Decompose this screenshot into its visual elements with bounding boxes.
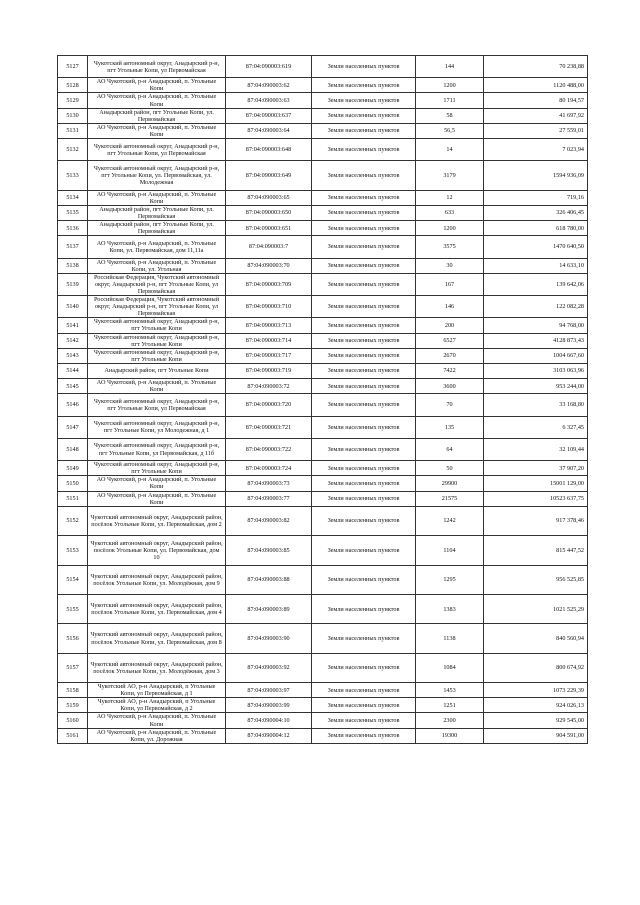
row-cadastral-value: 10523 637,75 [484, 491, 588, 506]
row-number: 5135 [58, 205, 88, 220]
row-land-category: Земли населенных пунктов [312, 461, 416, 476]
table-row [58, 624, 588, 653]
row-land-category: Земли населенных пунктов [312, 394, 416, 416]
row-area: 2300 [416, 713, 484, 728]
table-row [58, 139, 588, 161]
row-area: 1295 [416, 565, 484, 594]
row-cadastral-value: 6 327,45 [484, 416, 588, 438]
row-land-category: Земли населенных пунктов [312, 416, 416, 438]
row-address: Чукотский автономный округ, Анадырский р-н, пгт Угольные Копи [88, 333, 226, 348]
row-cadastral-number: 87:04:090003:89 [226, 594, 312, 623]
row-address: Чукотский АО, р-н Анадырский, п Угольные Копи, ул Первомайская, д 2 [88, 698, 226, 713]
row-cadastral-value: 917 378,46 [484, 506, 588, 535]
row-land-category: Земли населенных пунктов [312, 93, 416, 108]
table-row [58, 56, 588, 78]
row-cadastral-value: 1073 229,39 [484, 683, 588, 698]
row-number: 5130 [58, 108, 88, 123]
row-cadastral-number: 87:04:090003:713 [226, 318, 312, 333]
table-body [58, 56, 588, 744]
row-cadastral-value: 956 525,85 [484, 565, 588, 594]
row-cadastral-value: 840 560,94 [484, 624, 588, 653]
row-land-category: Земли населенных пунктов [312, 565, 416, 594]
table-row [58, 461, 588, 476]
row-number: 5128 [58, 78, 88, 93]
row-cadastral-value: 4128 873,43 [484, 333, 588, 348]
table-row [58, 363, 588, 378]
table-row [58, 236, 588, 258]
row-cadastral-number: 87:04:090003:73 [226, 476, 312, 491]
row-number: 5132 [58, 139, 88, 161]
row-address: АО Чукотский, р-н Анадырский, п. Угольные Копи [88, 713, 226, 728]
row-address: АО Чукотский, р-н Анадырский, п. Угольные Копи [88, 476, 226, 491]
row-number: 5144 [58, 363, 88, 378]
row-area: 167 [416, 273, 484, 295]
row-area: 70 [416, 394, 484, 416]
row-address: Чукотский автономный округ, Анадырский район, посёлок Угольные Копи, ул. Первомайская, дом 4 [88, 594, 226, 623]
row-number: 5154 [58, 565, 88, 594]
row-cadastral-number: 87:04:090003:649 [226, 161, 312, 190]
row-address: Чукотский автономный округ, Анадырский р-н, пгт Угольные Копи, ул Первомайская [88, 56, 226, 78]
row-land-category: Земли населенных пунктов [312, 698, 416, 713]
row-cadastral-number: 87:04:090003:90 [226, 624, 312, 653]
row-land-category: Земли населенных пунктов [312, 491, 416, 506]
row-cadastral-number: 87:04:090003:721 [226, 416, 312, 438]
table-row [58, 273, 588, 295]
row-cadastral-number: 87:04:090003:64 [226, 123, 312, 138]
row-area: 1104 [416, 536, 484, 565]
row-address: АО Чукотский, р-н Анадырский, п. Угольные Копи [88, 379, 226, 394]
row-cadastral-number: 87:04:090003:62 [226, 78, 312, 93]
row-cadastral-value: 326 406,45 [484, 205, 588, 220]
table-row [58, 190, 588, 205]
row-cadastral-number: 87:04:090003:82 [226, 506, 312, 535]
table-row [58, 683, 588, 698]
row-land-category: Земли населенных пунктов [312, 258, 416, 273]
row-cadastral-value: 122 082,28 [484, 296, 588, 318]
row-address: Анадырский район, пгт Угольные Копи, ул. Первомайская [88, 108, 226, 123]
row-address: Чукотский автономный округ, Анадырский р-н, пгт Угольные Копи, ул Молодежная, д 1 [88, 416, 226, 438]
row-number: 5143 [58, 348, 88, 363]
row-cadastral-value: 7 023,94 [484, 139, 588, 161]
row-cadastral-value: 929 545,00 [484, 713, 588, 728]
row-area: 144 [416, 56, 484, 78]
row-cadastral-number: 87:04:090003:92 [226, 653, 312, 682]
row-number: 5133 [58, 161, 88, 190]
table-row [58, 333, 588, 348]
row-cadastral-value: 719,16 [484, 190, 588, 205]
row-cadastral-value: 14 633,10 [484, 258, 588, 273]
row-cadastral-number: 87:04:090003:85 [226, 536, 312, 565]
row-number: 5155 [58, 594, 88, 623]
row-cadastral-number: 87:04:090003:65 [226, 190, 312, 205]
row-area: 1200 [416, 78, 484, 93]
row-number: 5145 [58, 379, 88, 394]
row-cadastral-value: 953 244,00 [484, 379, 588, 394]
row-address: АО Чукотский, р-н Анадырский, п. Угольные Копи [88, 78, 226, 93]
row-cadastral-number: 87:04:090003:7 [226, 236, 312, 258]
row-address: Чукотский автономный округ, Анадырский р-н, пгт Угольные Копи, ул Первомайская [88, 139, 226, 161]
row-area: 1383 [416, 594, 484, 623]
row-cadastral-number: 87:04:090003:709 [226, 273, 312, 295]
row-cadastral-number: 87:04:090003:63 [226, 93, 312, 108]
row-number: 5151 [58, 491, 88, 506]
row-area: 29900 [416, 476, 484, 491]
row-cadastral-value: 3103 063,96 [484, 363, 588, 378]
row-land-category: Земли населенных пунктов [312, 683, 416, 698]
row-area: 1200 [416, 221, 484, 236]
row-address: Чукотский автономный округ, Анадырский р-н, пгт Угольные Копи [88, 461, 226, 476]
row-number: 5139 [58, 273, 88, 295]
row-number: 5150 [58, 476, 88, 491]
row-address: Чукотский автономный округ, Анадырский р-н, пгт Угольные Копи, ул Первомайская [88, 394, 226, 416]
table-row [58, 565, 588, 594]
row-address: Чукотский АО, р-н Анадырский, п Угольные Копи, ул Первомайская, д 1 [88, 683, 226, 698]
row-cadastral-number: 87:04:090003:720 [226, 394, 312, 416]
row-area: 3600 [416, 379, 484, 394]
row-address: АО Чукотский, р-н Анадырский, п. Угольные Копи, ул. Угольная [88, 258, 226, 273]
row-land-category: Земли населенных пунктов [312, 536, 416, 565]
row-cadastral-number: 87:04:090003:651 [226, 221, 312, 236]
row-cadastral-value: 27 559,01 [484, 123, 588, 138]
row-cadastral-number: 87:04:090003:710 [226, 296, 312, 318]
row-area: 56,5 [416, 123, 484, 138]
row-number: 5129 [58, 93, 88, 108]
row-cadastral-number: 87:04:090003:724 [226, 461, 312, 476]
row-area: 14 [416, 139, 484, 161]
row-number: 5147 [58, 416, 88, 438]
row-land-category: Земли населенных пунктов [312, 296, 416, 318]
row-address: Чукотский автономный округ, Анадырский район, посёлок Угольные Копи, ул. Первомайская, дом 2 [88, 506, 226, 535]
row-address: Анадырский район, пгт Угольные Копи, ул. Первомайская [88, 221, 226, 236]
row-land-category: Земли населенных пунктов [312, 221, 416, 236]
row-land-category: Земли населенных пунктов [312, 108, 416, 123]
row-cadastral-value: 1470 640,50 [484, 236, 588, 258]
row-cadastral-number: 87:04:090003:637 [226, 108, 312, 123]
table-row [58, 161, 588, 190]
row-address: Чукотский автономный округ, Анадырский р-н, пгт Угольные Копи, ул Первомайская, д 11б [88, 438, 226, 460]
row-address: АО Чукотский, р-н Анадырский, п. Угольные Копи, ул. Дорожная [88, 728, 226, 743]
row-number: 5148 [58, 438, 88, 460]
row-cadastral-value: 139 642,06 [484, 273, 588, 295]
row-cadastral-value: 41 697,92 [484, 108, 588, 123]
table-row [58, 78, 588, 93]
row-number: 5152 [58, 506, 88, 535]
document-page [57, 55, 587, 744]
table-row [58, 728, 588, 743]
row-land-category: Земли населенных пунктов [312, 728, 416, 743]
table-row [58, 476, 588, 491]
row-area: 21575 [416, 491, 484, 506]
row-number: 5158 [58, 683, 88, 698]
row-cadastral-number: 87:04:090003:77 [226, 491, 312, 506]
row-area: 1242 [416, 506, 484, 535]
row-cadastral-number: 87:04:090003:97 [226, 683, 312, 698]
row-address: Чукотский автономный округ, Анадырский район, посёлок Угольные Копи, ул. Первомайская, дом 8 [88, 624, 226, 653]
table-row [58, 438, 588, 460]
row-land-category: Земли населенных пунктов [312, 190, 416, 205]
row-area: 146 [416, 296, 484, 318]
row-cadastral-number: 87:04:090003:648 [226, 139, 312, 161]
table-row [58, 258, 588, 273]
row-number: 5160 [58, 713, 88, 728]
row-area: 7422 [416, 363, 484, 378]
row-land-category: Земли населенных пунктов [312, 318, 416, 333]
row-cadastral-value: 815 447,52 [484, 536, 588, 565]
row-address: Анадырский район, пгт Угольные Копи, ул. Первомайская [88, 205, 226, 220]
row-area: 3575 [416, 236, 484, 258]
row-area: 30 [416, 258, 484, 273]
row-number: 5159 [58, 698, 88, 713]
row-cadastral-value: 70 238,88 [484, 56, 588, 78]
row-cadastral-number: 87:04:090003:650 [226, 205, 312, 220]
row-area: 64 [416, 438, 484, 460]
table-row [58, 416, 588, 438]
table-row [58, 379, 588, 394]
row-land-category: Земли населенных пунктов [312, 506, 416, 535]
row-land-category: Земли населенных пунктов [312, 56, 416, 78]
row-cadastral-number: 87:04:090003:99 [226, 698, 312, 713]
row-address: Чукотский автономный округ, Анадырский р-н, пгт Угольные Копи [88, 348, 226, 363]
row-cadastral-value: 32 109,44 [484, 438, 588, 460]
row-number: 5153 [58, 536, 88, 565]
row-cadastral-number: 87:04:090003:719 [226, 363, 312, 378]
row-address: АО Чукотский, р-н Анадырский, п. Угольные Копи [88, 491, 226, 506]
row-number: 5134 [58, 190, 88, 205]
table-row [58, 108, 588, 123]
row-land-category: Земли населенных пунктов [312, 594, 416, 623]
row-land-category: Земли населенных пунктов [312, 363, 416, 378]
row-area: 19300 [416, 728, 484, 743]
table-row [58, 205, 588, 220]
row-cadastral-value: 1004 667,60 [484, 348, 588, 363]
row-area: 135 [416, 416, 484, 438]
table-row [58, 348, 588, 363]
row-cadastral-number: 87:04:090003:72 [226, 379, 312, 394]
row-cadastral-value: 904 591,00 [484, 728, 588, 743]
row-number: 5136 [58, 221, 88, 236]
row-area: 2670 [416, 348, 484, 363]
row-cadastral-value: 800 674,92 [484, 653, 588, 682]
row-cadastral-number: 87:04:090004:12 [226, 728, 312, 743]
row-area: 1084 [416, 653, 484, 682]
row-area: 1251 [416, 698, 484, 713]
row-cadastral-number: 87:04:090003:717 [226, 348, 312, 363]
row-address: АО Чукотский, р-н Анадырский, п. Угольные Копи [88, 93, 226, 108]
table-row [58, 713, 588, 728]
row-area: 50 [416, 461, 484, 476]
row-address: АО Чукотский, р-н Анадырский, п. Угольные Копи [88, 123, 226, 138]
row-number: 5161 [58, 728, 88, 743]
row-land-category: Земли населенных пунктов [312, 653, 416, 682]
row-land-category: Земли населенных пунктов [312, 236, 416, 258]
row-cadastral-number: 87:04:090003:714 [226, 333, 312, 348]
row-area: 1138 [416, 624, 484, 653]
row-land-category: Земли населенных пунктов [312, 139, 416, 161]
row-address: Чукотский автономный округ, Анадырский район, посёлок Угольные Копи, ул. Первомайская, дом 10 [88, 536, 226, 565]
table-row [58, 536, 588, 565]
row-cadastral-value: 1120 488,00 [484, 78, 588, 93]
table-row [58, 296, 588, 318]
row-number: 5146 [58, 394, 88, 416]
row-land-category: Земли населенных пунктов [312, 713, 416, 728]
row-area: 633 [416, 205, 484, 220]
row-cadastral-value: 618 780,00 [484, 221, 588, 236]
row-cadastral-value: 94 768,00 [484, 318, 588, 333]
row-area: 1711 [416, 93, 484, 108]
row-area: 6527 [416, 333, 484, 348]
row-cadastral-number: 87:04:090003:70 [226, 258, 312, 273]
row-number: 5137 [58, 236, 88, 258]
row-land-category: Земли населенных пунктов [312, 333, 416, 348]
row-number: 5138 [58, 258, 88, 273]
land-plots-table [57, 55, 588, 744]
row-number: 5142 [58, 333, 88, 348]
row-area: 12 [416, 190, 484, 205]
row-area: 200 [416, 318, 484, 333]
row-number: 5131 [58, 123, 88, 138]
row-area: 3179 [416, 161, 484, 190]
row-land-category: Земли населенных пунктов [312, 348, 416, 363]
row-land-category: Земли населенных пунктов [312, 161, 416, 190]
table-row [58, 491, 588, 506]
row-cadastral-value: 33 168,80 [484, 394, 588, 416]
table-row [58, 506, 588, 535]
table-row [58, 318, 588, 333]
row-number: 5140 [58, 296, 88, 318]
row-address: Анадырский район, пгт Угольные Копи [88, 363, 226, 378]
table-row [58, 698, 588, 713]
table-row [58, 221, 588, 236]
row-cadastral-value: 15001 129,00 [484, 476, 588, 491]
row-cadastral-value: 1594 936,09 [484, 161, 588, 190]
row-area: 58 [416, 108, 484, 123]
row-cadastral-value: 924 026,13 [484, 698, 588, 713]
row-number: 5149 [58, 461, 88, 476]
row-land-category: Земли населенных пунктов [312, 476, 416, 491]
table-row [58, 653, 588, 682]
row-cadastral-number: 87:04:090003:722 [226, 438, 312, 460]
table-row [58, 394, 588, 416]
row-cadastral-number: 87:04:090003:619 [226, 56, 312, 78]
row-address: Российская Федерация, Чукотский автономный округ, Анадырский р-н, пгт Угольные Копи, ул Первомайская [88, 296, 226, 318]
row-land-category: Земли населенных пунктов [312, 273, 416, 295]
row-number: 5157 [58, 653, 88, 682]
row-land-category: Земли населенных пунктов [312, 123, 416, 138]
table-row [58, 594, 588, 623]
row-address: Чукотский автономный округ, Анадырский р-н, пгт Угольные Копи [88, 318, 226, 333]
row-cadastral-number: 87:04:090003:88 [226, 565, 312, 594]
table-row [58, 123, 588, 138]
row-land-category: Земли населенных пунктов [312, 379, 416, 394]
row-number: 5127 [58, 56, 88, 78]
row-cadastral-value: 1021 525,29 [484, 594, 588, 623]
row-number: 5141 [58, 318, 88, 333]
row-address: АО Чукотский, р-н Анадырский, п. Угольные Копи [88, 190, 226, 205]
row-land-category: Земли населенных пунктов [312, 438, 416, 460]
row-cadastral-value: 80 194,57 [484, 93, 588, 108]
row-address: Чукотский автономный округ, Анадырский район, посёлок Угольные Копи, ул. Молодёжная, дом 3 [88, 653, 226, 682]
row-land-category: Земли населенных пунктов [312, 205, 416, 220]
row-address: Российская Федерация, Чукотский автономный округ, Анадырский р-н, пгт Угольные Копи, ул Первомайская [88, 273, 226, 295]
row-number: 5156 [58, 624, 88, 653]
row-address: Чукотский автономный округ, Анадырский р-н, пгт Угольные Копи, ул. Первомайская, ул. Молодежная [88, 161, 226, 190]
row-address: АО Чукотский, р-н Анадырский, п. Угольные Копи, ул. Первомайская, дом 11,11а [88, 236, 226, 258]
row-cadastral-value: 37 907,20 [484, 461, 588, 476]
row-land-category: Земли населенных пунктов [312, 624, 416, 653]
row-area: 1453 [416, 683, 484, 698]
row-land-category: Земли населенных пунктов [312, 78, 416, 93]
table-row [58, 93, 588, 108]
row-cadastral-number: 87:04:090004:10 [226, 713, 312, 728]
row-address: Чукотский автономный округ, Анадырский район, посёлок Угольные Копи, ул. Молодёжная, дом 9 [88, 565, 226, 594]
